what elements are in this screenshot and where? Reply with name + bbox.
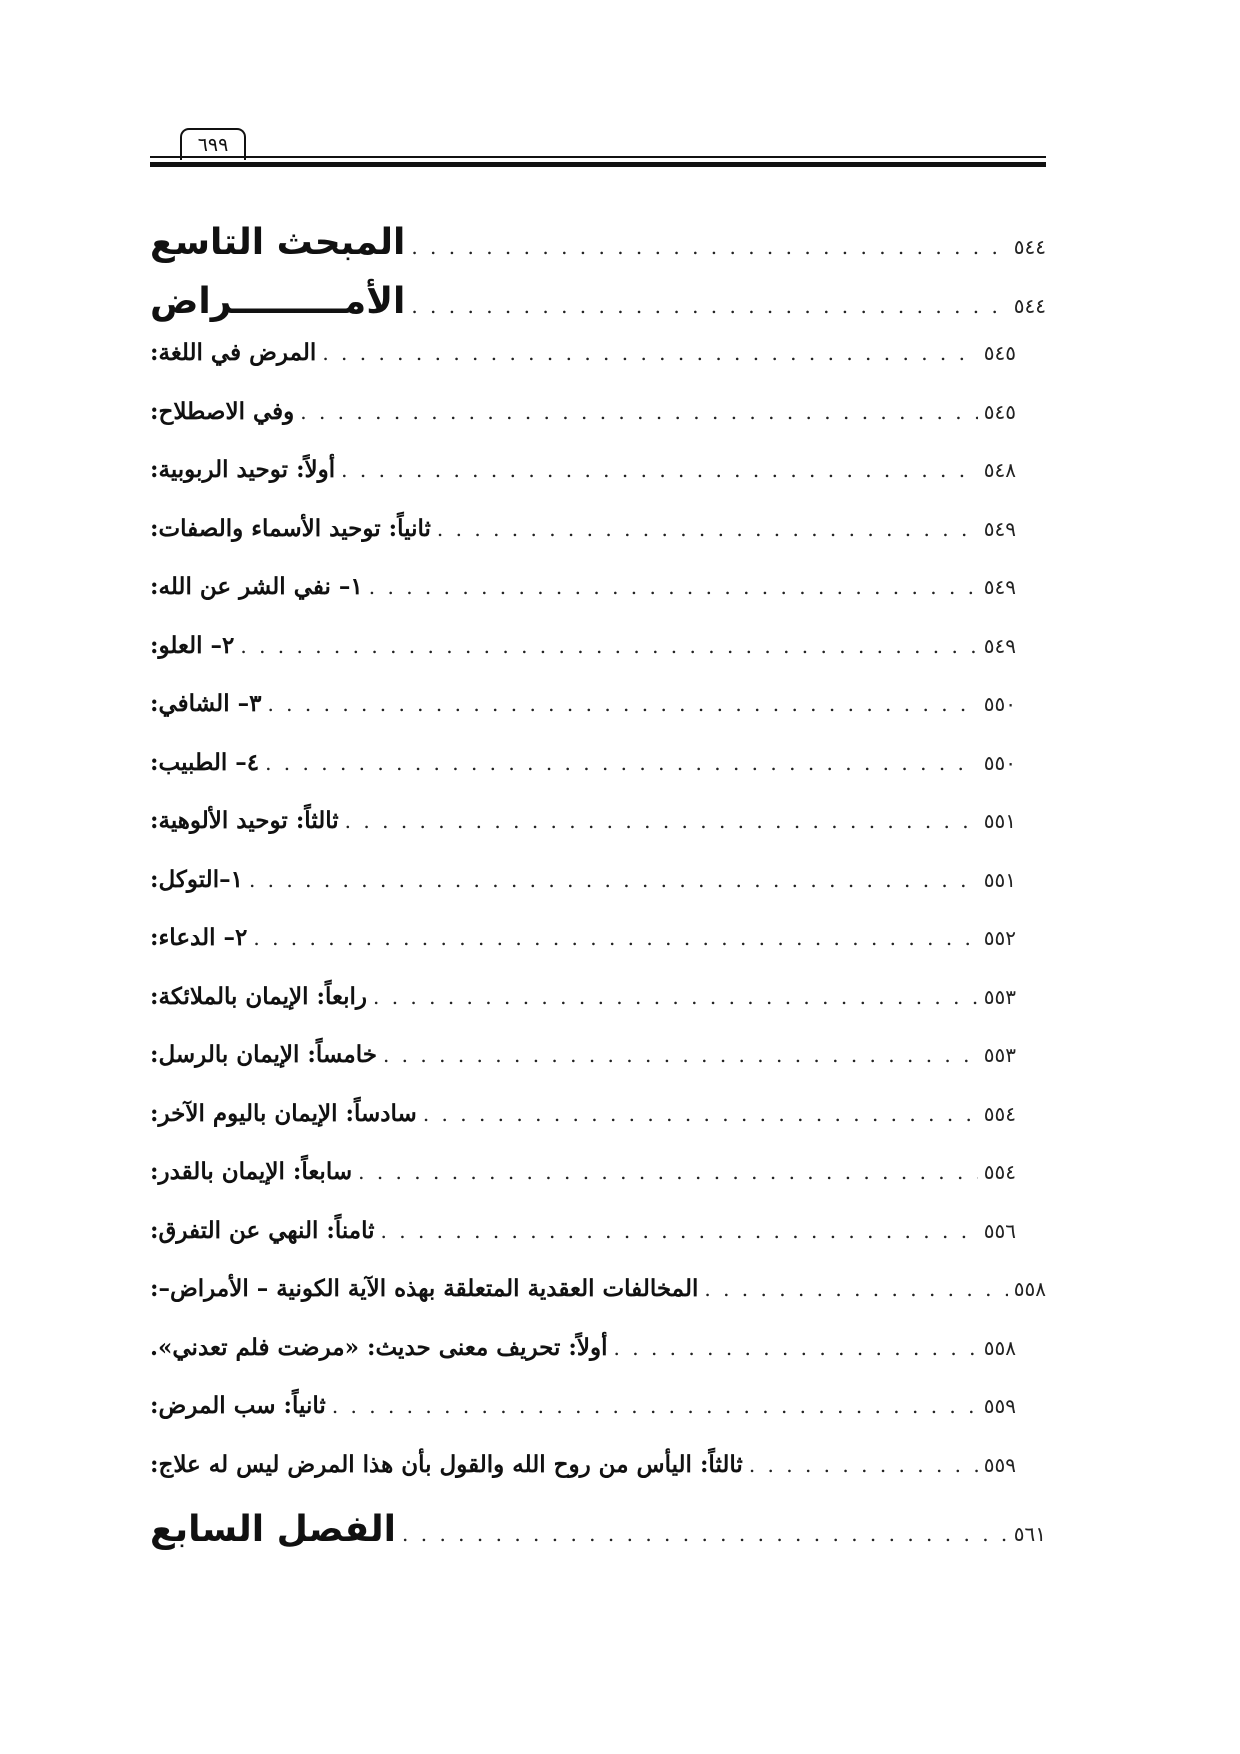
toc-entry — [150, 339, 1046, 398]
toc-entry-title: ٤– الطبيب: — [150, 748, 260, 776]
toc-entry-title: ثالثاً: اليأس من روح الله والقول بأن هذا المرض ليس له علاج: — [150, 1450, 743, 1478]
dot-leader — [265, 753, 978, 773]
toc-entry-title: ٢– الدعاء: — [150, 924, 248, 951]
dot-leader — [267, 694, 977, 714]
toc-entry-title: المبحث التاسع — [150, 222, 406, 263]
toc-entry-title: ثانياً: سب المرض: — [150, 1392, 326, 1419]
toc-entry — [150, 866, 1046, 925]
toc-entry-page: ٥٥١ — [983, 867, 1016, 892]
toc-entry — [150, 1334, 1046, 1393]
toc-entry-page: ٥٥٤ — [983, 1101, 1016, 1126]
dot-leader — [240, 636, 977, 656]
dot-leader — [332, 1396, 978, 1416]
dot-leader — [381, 1221, 978, 1241]
dot-leader — [253, 928, 977, 948]
toc-entry-title: رابعاً: الإيمان بالملائكة: — [150, 982, 367, 1010]
toc-entry-title: ٣– الشافي: — [150, 690, 262, 717]
toc-entry — [150, 222, 1046, 281]
toc-entry — [150, 1041, 1046, 1100]
header-rule-thick — [150, 162, 1046, 167]
toc-entry — [150, 515, 1046, 574]
dot-leader — [383, 1045, 978, 1065]
toc-entry — [150, 632, 1046, 691]
toc-entry-page: ٥٥٨ — [1013, 1277, 1046, 1301]
toc-entry-title: ١–التوكل: — [150, 865, 243, 893]
toc-entry-page: ٥٥٤ — [983, 1160, 1016, 1184]
toc-entry-page: ٥٤٩ — [983, 516, 1016, 541]
dot-leader — [300, 402, 978, 422]
toc-entry-page: ٥٦١ — [1013, 1522, 1046, 1546]
toc-entry-title: سادساً: الإيمان باليوم الآخر: — [150, 1099, 417, 1127]
toc-entry — [150, 1158, 1046, 1217]
dot-leader — [614, 1338, 978, 1358]
toc-entry — [150, 1275, 1046, 1334]
toc-entry-title: ثامناً: النهي عن التفرق: — [150, 1216, 375, 1244]
toc-entry-page: ٥٤٤ — [1013, 293, 1046, 318]
toc-entry-page: ٥٥٩ — [983, 1394, 1016, 1418]
dot-leader — [341, 460, 978, 480]
toc-entry — [150, 1392, 1046, 1451]
toc-entry-title: الأمـــــــــراض — [150, 280, 406, 322]
toc-entry-title: الفصل السابع — [150, 1509, 397, 1550]
dot-leader — [373, 987, 978, 1007]
toc-entry-title: ٢– العلو: — [150, 631, 235, 659]
toc-entry-title: أولاً: توحيد الربوبية: — [150, 456, 336, 483]
toc-entry — [150, 1100, 1046, 1159]
toc-entry — [150, 924, 1046, 983]
toc-entry-title: وفي الاصطلاح: — [150, 397, 295, 425]
toc-entry-page: ٥٥٨ — [983, 1335, 1016, 1360]
toc-entry-page: ٥٥٢ — [983, 926, 1016, 950]
toc-entry-page: ٥٤٤ — [1013, 235, 1046, 259]
table-of-contents — [150, 222, 1046, 1568]
toc-entry — [150, 456, 1046, 515]
toc-entry-page: ٥٥٦ — [983, 1218, 1016, 1243]
toc-entry — [150, 983, 1046, 1042]
toc-entry — [150, 749, 1046, 808]
toc-entry-page: ٥٥٣ — [983, 1043, 1016, 1067]
toc-entry-title: أولاً: تحريف معنى حديث: «مرضت فلم تعدني». — [150, 1333, 608, 1361]
toc-entry-page: ٥٥٠ — [983, 750, 1016, 775]
toc-entry-page: ٥٤٨ — [983, 458, 1016, 482]
toc-entry — [150, 398, 1046, 457]
dot-leader — [411, 237, 1007, 257]
toc-entry-title: المخالفات العقدية المتعلقة بهذه الآية الكونية – الأمراض–: — [150, 1275, 699, 1302]
toc-entry-page: ٥٥٣ — [983, 984, 1016, 1009]
dot-leader — [358, 1162, 978, 1182]
dot-leader — [704, 1279, 1007, 1299]
toc-entry — [150, 573, 1046, 632]
dot-leader — [437, 519, 978, 539]
toc-entry-page: ٥٥٩ — [983, 1452, 1016, 1477]
dot-leader — [345, 811, 978, 831]
toc-entry-page: ٥٤٩ — [983, 633, 1016, 658]
dot-leader — [249, 870, 978, 890]
toc-entry-title: ثانياً: توحيد الأسماء والصفات: — [150, 514, 431, 542]
toc-entry-title: المرض في اللغة: — [150, 339, 317, 366]
toc-entry-title: ١– نفي الشر عن الله: — [150, 573, 363, 600]
toc-entry — [150, 690, 1046, 749]
dot-leader — [322, 343, 977, 363]
toc-entry — [150, 1217, 1046, 1276]
dot-leader — [749, 1455, 978, 1475]
toc-entry-page: ٥٥٠ — [983, 692, 1016, 716]
toc-entry-page: ٥٤٩ — [983, 575, 1016, 599]
toc-entry — [150, 1509, 1046, 1568]
toc-entry-title: ثالثاً: توحيد الألوهية: — [150, 807, 339, 834]
dot-leader — [369, 577, 978, 597]
dot-leader — [411, 296, 1007, 316]
toc-entry — [150, 1451, 1046, 1510]
header-rule-thin — [150, 156, 1046, 158]
toc-entry-page: ٥٥١ — [983, 809, 1016, 833]
toc-entry-title: سابعاً: الإيمان بالقدر: — [150, 1158, 353, 1185]
dot-leader — [423, 1104, 978, 1124]
toc-entry-page: ٥٤٥ — [983, 341, 1016, 365]
dot-leader — [402, 1524, 1008, 1544]
toc-entry — [150, 807, 1046, 866]
toc-entry-title: خامساً: الإيمان بالرسل: — [150, 1041, 377, 1068]
toc-entry-page: ٥٤٥ — [983, 399, 1016, 424]
toc-entry — [150, 281, 1046, 340]
page-number: ٦٩٩ — [180, 128, 246, 160]
